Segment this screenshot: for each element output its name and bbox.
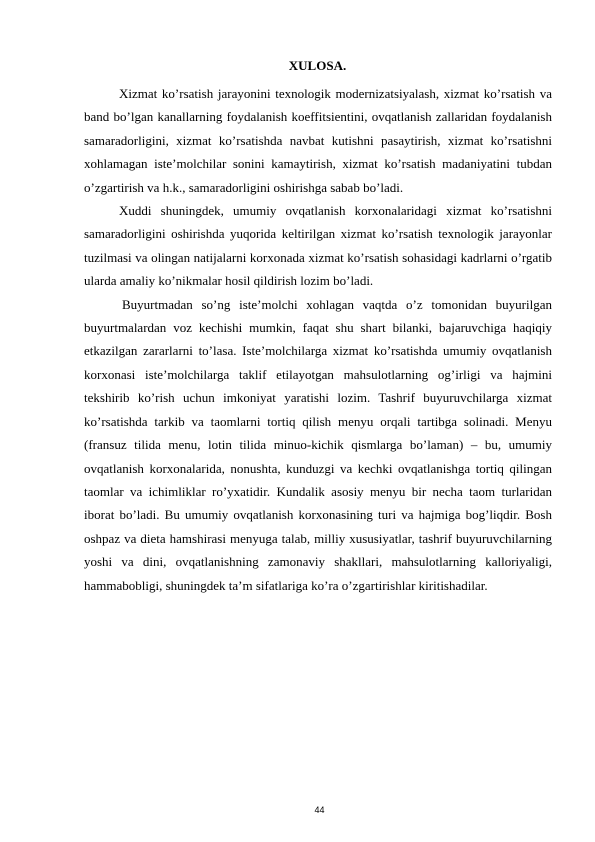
page-title: XULOSA.	[288, 58, 347, 73]
paragraph-3: Buyurtmadan so’ng iste’molchi xohlagan vaqtda o’z tomonidan buyurilgan buyurtmalardan voz kechishi mumkin, faqat shu shart bilanki, bajaruvchiga haqiqiy etkazilgan zararlarni to’lasa. Iste’molchilarga xizmat ko’rsatishda umumiy ovqatlanish korxonasi iste’molchilarga taklif etilayotgan mahsulotlarning og’irligi va hajmini tekshirib ko’rish uchun imkoniyat yaratishi lozim. Tashrif buyuruvchilarga xizmat ko’rsatishda tarkib va taomlarni tortiq qilish menyu orqali tartibga solinadi. Menyu (fransuz tilida menu, lotin tilida minuo-kichik qismlarga bo’laman) – bu, umumiy ovqatlanish korxonalarida, nonushta, kunduzgi va kechki ovqatlanishga tortiq qilingan taomlar va ichimliklar ro’yxatidir. Kundalik asosiy menyu bir necha taom turlaridan iborat bo’ladi. Bu umumiy ovqatlanish korxonasining turi va hajmiga bog’liqdir. Bosh oshpaz va dieta hamshirasi menyuga talab, milliy xususiyatlar, tashrif buyuruvchilarning yoshi va dini, ovqatlanishning zamonaviy shakllari, mahsulotlarning kalloriyaligi, hammabobligi, shuningdek ta’m sifatlariga ko’ra o’zgartirishlar kiritishadilar.	[84, 296, 552, 593]
paragraph-2: Xuddi shuningdek, umumiy ovqatlanish korxonalaridagi xizmat ko’rsatishni samaradorligini oshirishda yuqorida keltirilgan xizmat ko’rsatish texnologik jarayonlar tuzilmasi va olingan natijalarni korxonada xizmat ko’rsatish sohasidagi kadrlarni o’rgatib ularda amaliy ko’nikmalar hosil qildirish lozim bo’ladi.	[84, 203, 552, 289]
page-number: 44	[314, 805, 325, 815]
body-text	[84, 82, 552, 597]
paragraph-1: Xizmat ko’rsatish jarayonini texnologik modernizatsiyalash, xizmat ko’rsatish va band bo’lgan kanallarning foydalanish koeffitsientini, ovqatlanish zallaridan foydalanish samaradorligini, xizmat ko’rsatishda navbat kutishni pasaytirish, xizmat ko’rsatishni xohlamagan iste’molchilar sonini kamaytirish, xizmat ko’rsatish madaniyatini tubdan o’zgartirish va h.k., samaradorligini oshirishga sabab bo’ladi.	[84, 86, 552, 195]
